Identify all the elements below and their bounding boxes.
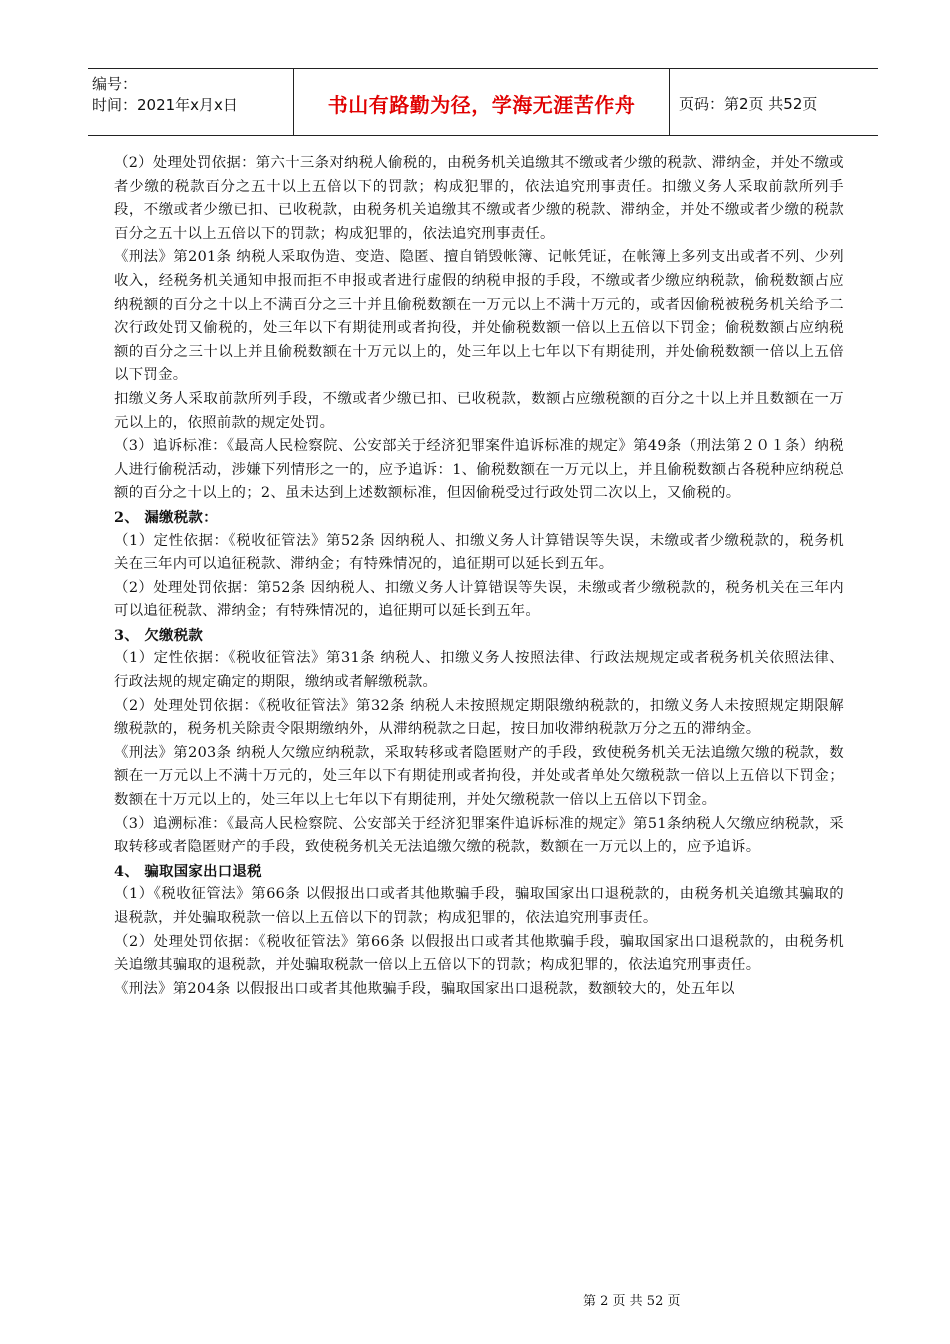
paragraph: 《刑法》第203条 纳税人欠缴应纳税款，采取转移或者隐匿财产的手段，致使税务机关无法追缴欠缴的税款，数额在一万元以上不满十万元的，处三年以下有期徒刑或者拘役，并处或者单处欠缴税款一倍以上五倍以下罚金；数额在十万元以上的，处三年以上七年以下有期徒刑，并处欠缴税款一倍以上五倍以下罚金。 <box>114 744 844 809</box>
section-heading: 3、 欠缴税款 <box>114 626 204 644</box>
paragraph: （1）定性依据：《税收征管法》第31条 纳税人、扣缴义务人按照法律、行政法规规定或者税务机关依照法律、行政法规的规定确定的期限，缴纳或者解缴税款。 <box>114 650 844 691</box>
doc-time-label: 时间：2021年x月x日 <box>92 96 238 114</box>
paragraph: （1）定性依据：《税收征管法》第52条 因纳税人、扣缴义务人计算错误等失误，未缴或者少缴税款的，税务机关在三年内可以追征税款、滞纳金；有特殊情况的，追征期可以延长到五年。 <box>114 532 844 573</box>
paragraph: （2）处理处罚依据：《税收征管法》第66条 以假报出口或者其他欺骗手段，骗取国家出口退税款的，由税务机关追缴其骗取的退税款，并处骗取税款一倍以上五倍以下的罚款；构成犯罪的，依法追究刑事责任。 <box>114 933 844 974</box>
paragraph: （3）追诉标准：《最高人民检察院、公安部关于经济犯罪案件追诉标准的规定》第49条（刑法第２０１条）纳税人进行偷税活动，涉嫌下列情形之一的，应予追诉：1、偷税数额在一万元以上，并且偷税数额占各税种应纳税总额的百分之十以上的；2、虽未达到上述数额标准，但因偷税受过行政处罚二次以上，又偷税的。 <box>114 438 844 502</box>
paragraph: 《刑法》第204条 以假报出口或者其他欺骗手段，骗取国家出口退税款，数额较大的，处五年以 <box>114 980 735 997</box>
document-body <box>114 152 844 1001</box>
paragraph: 《刑法》第201条 纳税人采取伪造、变造、隐匿、擅自销毁帐簿、记帐凭证，在帐簿上多列支出或者不列、少列收入，经税务机关通知申报而拒不申报或者进行虚假的纳税申报的手段，不缴或者少缴应纳税款，偷税数额占应纳税额的百分之十以上不满百分之三十并且偷税数额在一万元以上不满十万元的，或者因偷税被税务机关给予二次行政处罚又偷税的，处三年以下有期徒刑或者拘役，并处偷税数额一倍以上五倍以下罚金；偷税数额占应纳税额的百分之三十以上并且偷税数额在十万元以上的，处三年以上七年以下有期徒刑，并处偷税数额一倍以上五倍以下罚金。 <box>114 249 844 384</box>
section-heading: 2、 漏缴税款： <box>114 508 218 526</box>
header-meta <box>88 69 293 135</box>
paragraph: 扣缴义务人采取前款所列手段，不缴或者少缴已扣、已收税款，数额占应缴税额的百分之十以上并且数额在一万元以上的，依照前款的规定处罚。 <box>114 390 844 431</box>
section-heading: 4、 骗取国家出口退税 <box>114 862 262 880</box>
paragraph: （2）处理处罚依据：第六十三条对纳税人偷税的，由税务机关追缴其不缴或者少缴的税款、滞纳金，并处不缴或者少缴的税款百分之五十以上五倍以下的罚款；构成犯罪的，依法追究刑事责任。扣缴义务人采取前款所列手段，不缴或者少缴已扣、已收税款，由税务机关追缴其不缴或者少缴的税款、滞纳金，并处不缴或者少缴的税款百分之五十以上五倍以下的罚款；构成犯罪的，依法追究刑事责任。 <box>114 155 844 242</box>
paragraph: （2）处理处罚依据：第52条 因纳税人、扣缴义务人计算错误等失误，未缴或者少缴税款的，税务机关在三年内可以追征税款、滞纳金；有特殊情况的，追征期可以延长到五年。 <box>114 579 844 620</box>
paragraph: （3）追溯标准：《最高人民检察院、公安部关于经济犯罪案件追诉标准的规定》第51条纳税人欠缴应纳税款，采取转移或者隐匿财产的手段，致使税务机关无法追缴欠缴的税款，数额在一万元以上的，应予追诉。 <box>114 815 844 856</box>
page-footer: 第 2 页 共 52 页 <box>583 1294 681 1309</box>
paragraph: （2）处理处罚依据：《税收征管法》第32条 纳税人未按照规定期限缴纳税款的，扣缴义务人未按照规定期限解缴税款的，税务机关除责令限期缴纳外，从滞纳税款之日起，按日加收滞纳税款万分之五的滞纳金。 <box>114 697 844 738</box>
header-motto: 书山有路勤为径，学海无涯苦作舟 <box>327 93 636 117</box>
header-motto-cell <box>293 69 670 135</box>
header-page-cell <box>669 69 878 135</box>
header-page-info: 页码：第2页 共52页 <box>679 95 818 113</box>
paragraph: （1）《税收征管法》第66条 以假报出口或者其他欺骗手段，骗取国家出口退税款的，由税务机关追缴其骗取的退税款，并处骗取税款一倍以上五倍以下的罚款；构成犯罪的，依法追究刑事责任。 <box>114 886 844 926</box>
page-header <box>88 68 878 136</box>
doc-number-label: 编号： <box>92 75 138 93</box>
